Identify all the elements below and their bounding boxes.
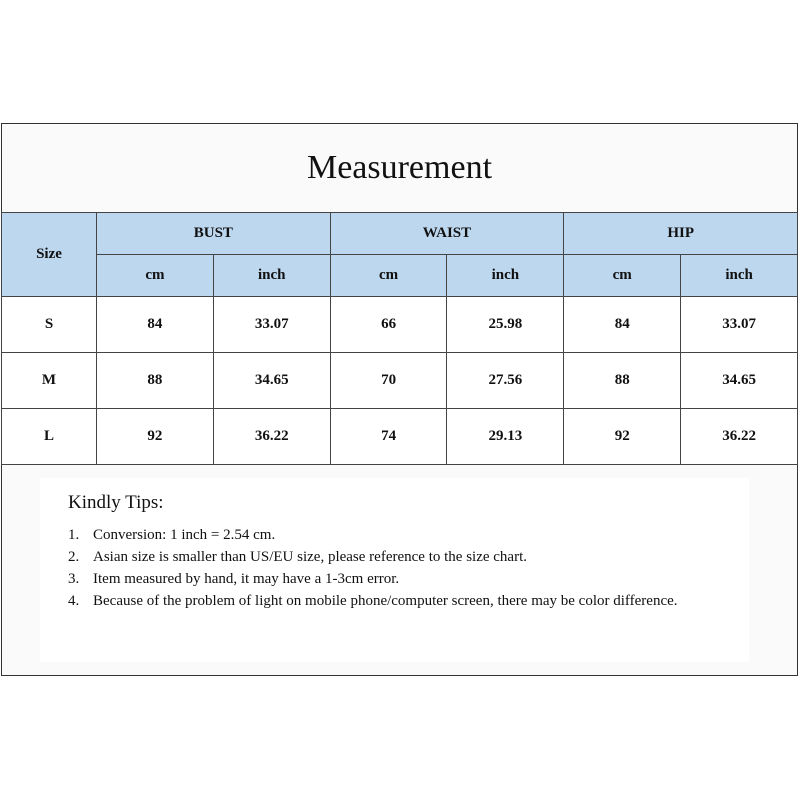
size-table — [1, 212, 798, 465]
unit-header: cm — [97, 255, 214, 297]
list-item — [68, 546, 708, 568]
list-item-text: Conversion: 1 inch = 2.54 cm. — [93, 527, 276, 543]
unit-header: inch — [213, 255, 330, 297]
list-item-number: 2. — [68, 549, 80, 565]
unit-header: cm — [330, 255, 447, 297]
group-header-waist: WAIST — [330, 213, 564, 255]
list-item — [68, 524, 708, 546]
size-column-header: Size — [2, 213, 97, 297]
table-cell: 88 — [97, 353, 214, 409]
list-item-text: Item measured by hand, it may have a 1-3cm error. — [93, 571, 400, 587]
table-cell: 34.65 — [681, 353, 798, 409]
table-cell: 34.65 — [213, 353, 330, 409]
page-title: Measurement — [306, 149, 493, 186]
unit-header: inch — [447, 255, 564, 297]
table-cell: 66 — [330, 297, 447, 353]
table-cell: 25.98 — [447, 297, 564, 353]
table-cell: 88 — [564, 353, 681, 409]
tips-title: Kindly Tips: — [68, 492, 164, 513]
size-label: M — [2, 353, 97, 409]
table-cell: 33.07 — [681, 297, 798, 353]
list-item — [68, 568, 708, 590]
table-cell: 36.22 — [681, 409, 798, 465]
table-cell: 84 — [97, 297, 214, 353]
table-cell: 92 — [97, 409, 214, 465]
list-item-text: Because of the problem of light on mobile phone/computer screen, there may be color difference. — [93, 593, 678, 609]
list-item-number: 3. — [68, 571, 80, 587]
group-header-bust: BUST — [97, 213, 331, 255]
table-cell: 29.13 — [447, 409, 564, 465]
list-item-text: Asian size is smaller than US/EU size, please reference to the size chart. — [93, 549, 527, 565]
list-item-number: 1. — [68, 527, 80, 543]
table-cell: 27.56 — [447, 353, 564, 409]
list-item-number: 4. — [68, 593, 80, 609]
table-row — [2, 409, 798, 465]
header-row-groups — [2, 213, 798, 255]
table-cell: 70 — [330, 353, 447, 409]
size-label: L — [2, 409, 97, 465]
size-label: S — [2, 297, 97, 353]
table-row — [2, 297, 798, 353]
unit-header: inch — [681, 255, 798, 297]
kindly-tips-box — [40, 478, 749, 662]
unit-header: cm — [564, 255, 681, 297]
table-cell: 84 — [564, 297, 681, 353]
list-item — [68, 590, 708, 612]
table-cell: 74 — [330, 409, 447, 465]
table-cell: 92 — [564, 409, 681, 465]
table-cell: 33.07 — [213, 297, 330, 353]
table-cell: 36.22 — [213, 409, 330, 465]
group-header-hip: HIP — [564, 213, 798, 255]
tips-list — [68, 524, 708, 612]
header-row-units — [2, 255, 798, 297]
table-row — [2, 353, 798, 409]
measurement-card — [1, 123, 798, 676]
